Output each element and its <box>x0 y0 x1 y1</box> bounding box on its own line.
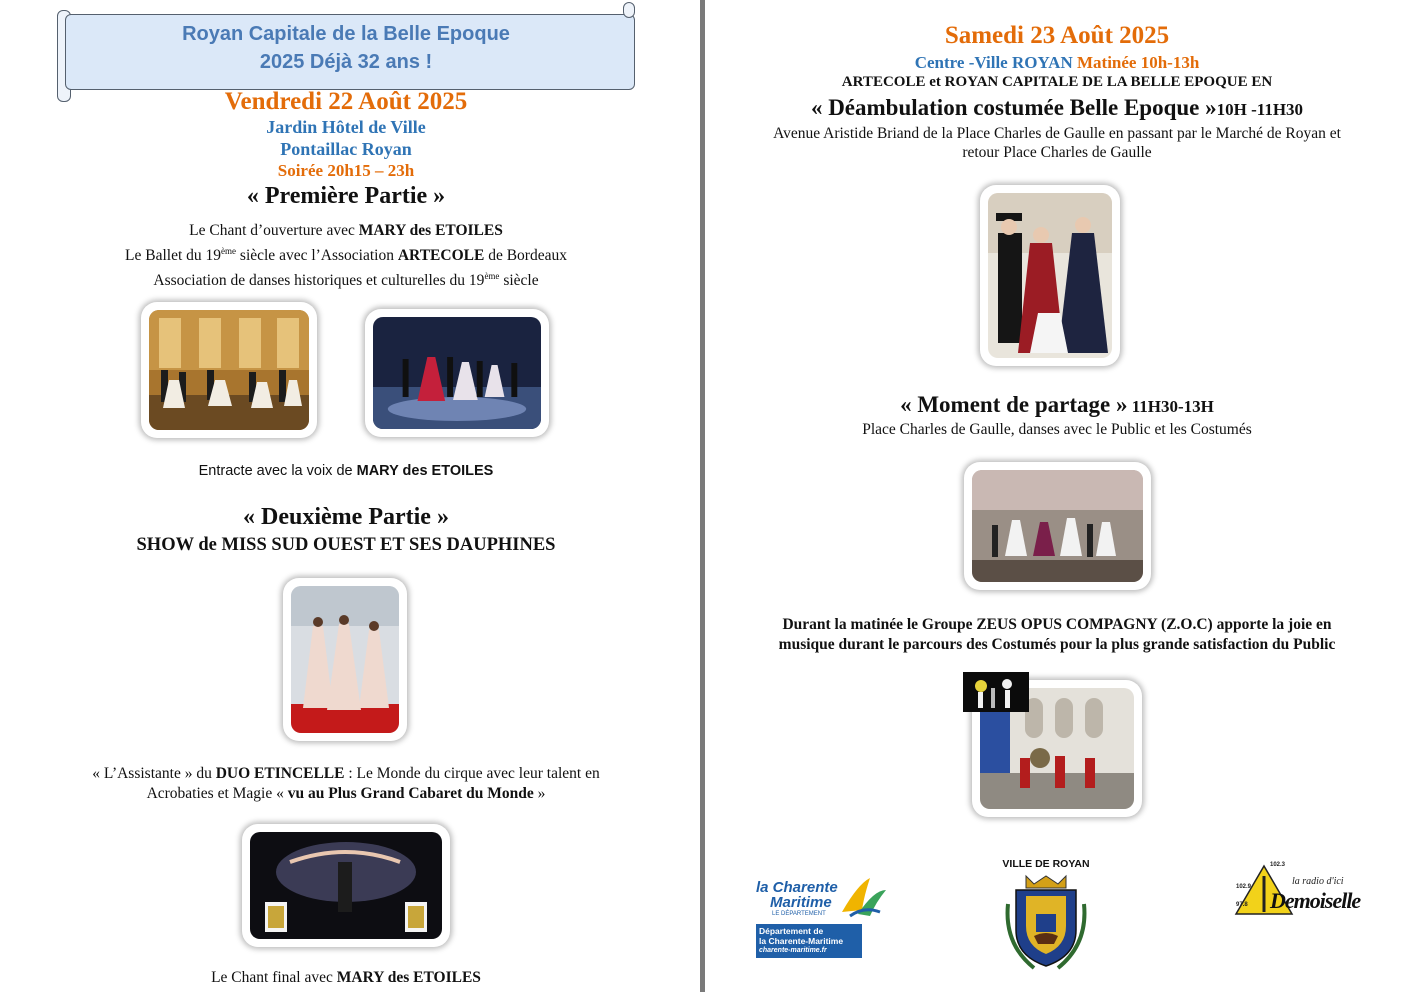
page-divider <box>700 0 705 992</box>
entracte-line: Entracte avec la voix de MARY des ETOILES <box>198 463 494 479</box>
route-line-2: retour Place Charles de Gaulle <box>962 144 1152 161</box>
zoc-logo <box>963 672 1029 712</box>
duo-etincelle-text <box>0 764 692 804</box>
artecole-line: ARTECOLE et ROYAN CAPITALE DE LA BELLE EPOQUE EN <box>841 74 1273 90</box>
square-dancing-photo <box>964 462 1151 590</box>
miss-sud-ouest-photo <box>283 578 407 741</box>
acrobatics-photo <box>242 824 450 947</box>
charente-logo-box: Département de la Charente-Maritime charente-maritime.fr <box>756 924 862 958</box>
part1-line-2: Le Ballet du 19ème siècle avec l’Association ARTECOLE de Bordeaux <box>125 246 567 265</box>
saturday-date: Samedi 23 Août 2025 <box>944 22 1170 49</box>
part2-subtitle: SHOW de MISS SUD OUEST ET SES DAUPHINES <box>136 535 556 555</box>
royan-coat-of-arms-icon <box>1004 874 1088 972</box>
part1-program <box>0 221 692 291</box>
banner-title: Royan Capitale de la Belle Epoque <box>182 23 510 45</box>
duo-line-1: « L’Assistante » du DUO ETINCELLE : Le Monde du cirque avec leur talent en <box>92 765 600 782</box>
saturday-place: Centre -Ville ROYAN Matinée 10h-13h <box>914 53 1200 72</box>
friday-venue-1: Jardin Hôtel de Ville <box>266 117 426 137</box>
charente-logo-name: la Charente Maritime <box>756 879 838 911</box>
zoc-line-2: musique durant le parcours des Costumés pour la plus grande satisfaction du Public <box>778 636 1336 653</box>
friday-time: Soirée 20h15 – 23h <box>277 161 415 180</box>
costumed-group-photo <box>980 185 1120 366</box>
zoc-description <box>712 615 1402 655</box>
scroll-roll-right <box>623 2 635 18</box>
route-description <box>712 124 1402 162</box>
royan-logo-title: VILLE DE ROYAN <box>1002 858 1090 870</box>
stage-ballet-photo <box>365 309 549 437</box>
radio-demoiselle-logo <box>1234 862 1361 918</box>
charente-maritime-logo <box>756 876 890 962</box>
part1-line-1: Le Chant d’ouverture avec MARY des ETOILES <box>189 222 503 239</box>
part2-title: « Deuxième Partie » <box>243 504 449 530</box>
radio-tagline: la radio d'ici <box>1292 876 1344 887</box>
radio-freq-1: 102.3 <box>1270 862 1286 868</box>
friday-venue-2: Pontaillac Royan <box>280 139 412 159</box>
duo-line-2: Acrobaties et Magie « vu au Plus Grand Cabaret du Monde » <box>146 785 546 802</box>
final-song-line: Le Chant final avec MARY des ETOILES <box>211 969 481 986</box>
zoc-line-1: Durant la matinée le Groupe ZEUS OPUS COMPAGNY (Z.O.C) apporte la joie en <box>782 616 1332 633</box>
ville-de-royan-logo <box>996 858 1096 974</box>
route-line-1: Avenue Aristide Briand de la Place Charles de Gaulle en passant par le Marché de Royan et <box>773 125 1341 142</box>
seagull-icon <box>840 876 888 918</box>
charente-logo-tagline: LE DÉPARTEMENT <box>772 911 826 917</box>
deambulation-title: « Déambulation costumée Belle Epoque »10H -11H30 <box>810 95 1304 120</box>
part1-line-3: Association de danses historiques et culturelles du 19ème siècle <box>153 271 539 290</box>
radio-name: Demoiselle <box>1270 888 1361 913</box>
partage-description: Place Charles de Gaulle, danses avec le Public et les Costumés <box>862 421 1252 438</box>
partage-title: « Moment de partage » 11H30-13H <box>900 392 1214 417</box>
ballroom-photo <box>141 302 317 438</box>
banner-subtitle: 2025 Déjà 32 ans ! <box>259 51 433 73</box>
radio-freq-3: 97.8 <box>1236 902 1248 908</box>
title-scroll-banner <box>57 10 635 90</box>
radio-freq-2: 102.9 <box>1236 884 1252 890</box>
part1-title: « Première Partie » <box>246 183 446 209</box>
friday-date: Vendredi 22 Août 2025 <box>224 88 468 115</box>
